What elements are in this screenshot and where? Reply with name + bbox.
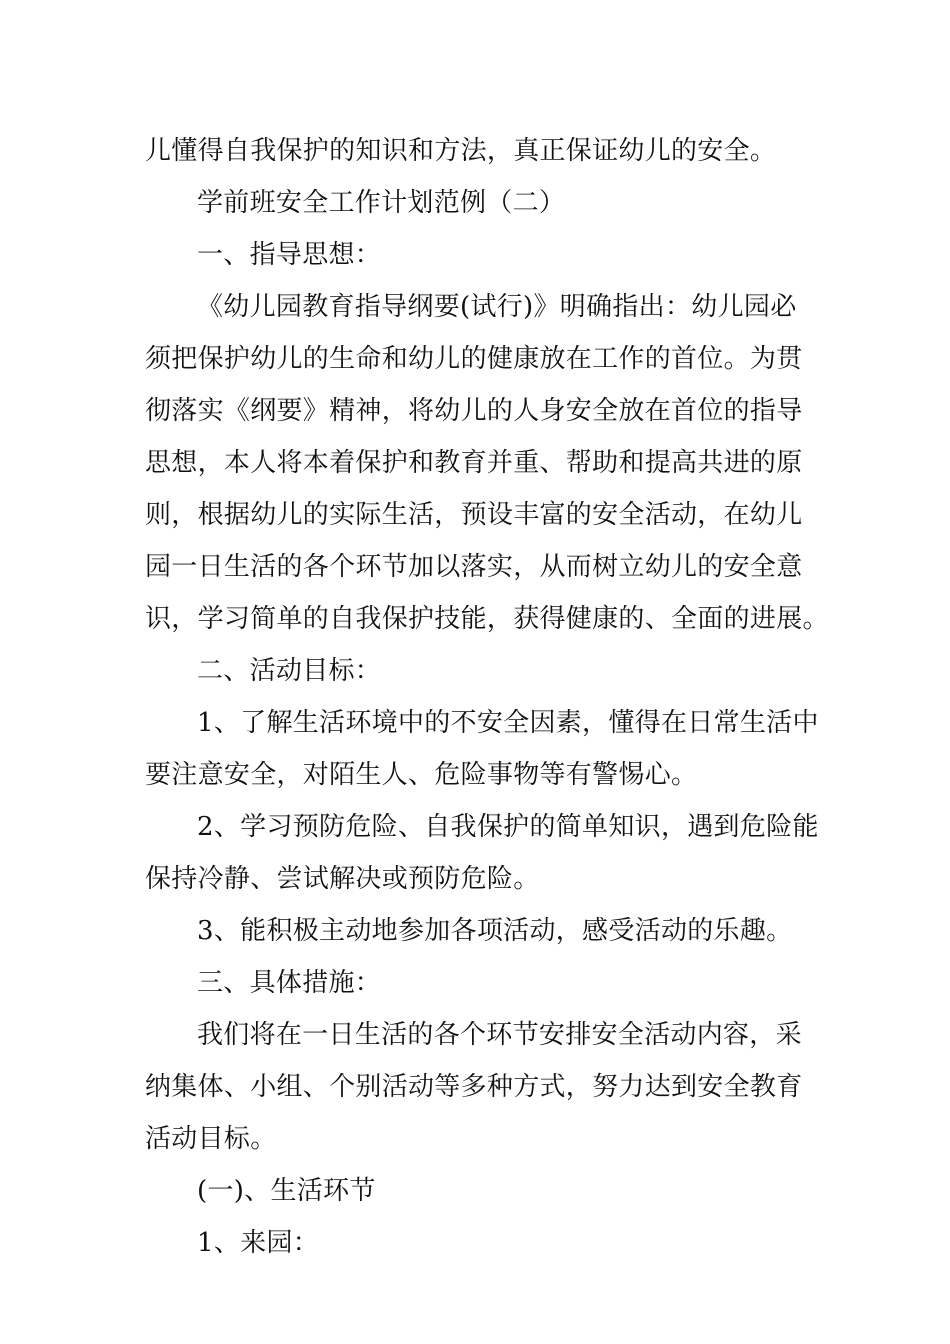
section-title: 学前班安全工作计划范例（二） [197, 188, 566, 218]
list-item: 3、能积极主动地参加各项活动，感受活动的乐趣。 [197, 916, 793, 946]
paragraph-line: 思想，本人将本着保护和教育并重、帮助和提高共进的原 [145, 448, 803, 478]
paragraph-line: 《幼儿园教育指导纲要(试行)》明确指出：幼儿园必 [197, 292, 797, 322]
document-body [145, 125, 829, 1269]
paragraph-line: 活动目标。 [145, 1124, 277, 1154]
list-item-continuation: 要注意安全，对陌生人、危险事物等有警惕心。 [145, 760, 698, 790]
text-line-continuation: 儿懂得自我保护的知识和方法，真正保证幼儿的安全。 [145, 136, 777, 166]
subheading-life-segment: (一)、生活环节 [197, 1176, 376, 1206]
list-item: 1、来园： [197, 1228, 320, 1258]
paragraph-line: 识，学习简单的自我保护技能，获得健康的、全面的进展。 [145, 604, 829, 634]
heading-guiding-ideology: 一、指导思想： [197, 240, 382, 270]
paragraph-line: 彻落实《纲要》精神，将幼儿的人身安全放在首位的指导 [145, 396, 803, 426]
paragraph-line: 纳集体、小组、个别活动等多种方式，努力达到安全教育 [145, 1072, 803, 1102]
list-item: 1、了解生活环境中的不安全因素，懂得在日常生活中 [197, 708, 819, 738]
heading-specific-measures: 三、具体措施： [197, 968, 382, 998]
paragraph-line: 须把保护幼儿的生命和幼儿的健康放在工作的首位。为贯 [145, 344, 803, 374]
heading-activity-goals: 二、活动目标： [197, 656, 382, 686]
list-item: 2、学习预防危险、自我保护的简单知识，遇到危险能 [197, 812, 819, 842]
paragraph-line: 则，根据幼儿的实际生活，预设丰富的安全活动，在幼儿 [145, 500, 803, 530]
paragraph-line: 我们将在一日生活的各个环节安排安全活动内容，采 [197, 1020, 802, 1050]
paragraph-line: 园一日生活的各个环节加以落实，从而树立幼儿的安全意 [145, 552, 803, 582]
list-item-continuation: 保持冷静、尝试解决或预防危险。 [145, 864, 540, 894]
